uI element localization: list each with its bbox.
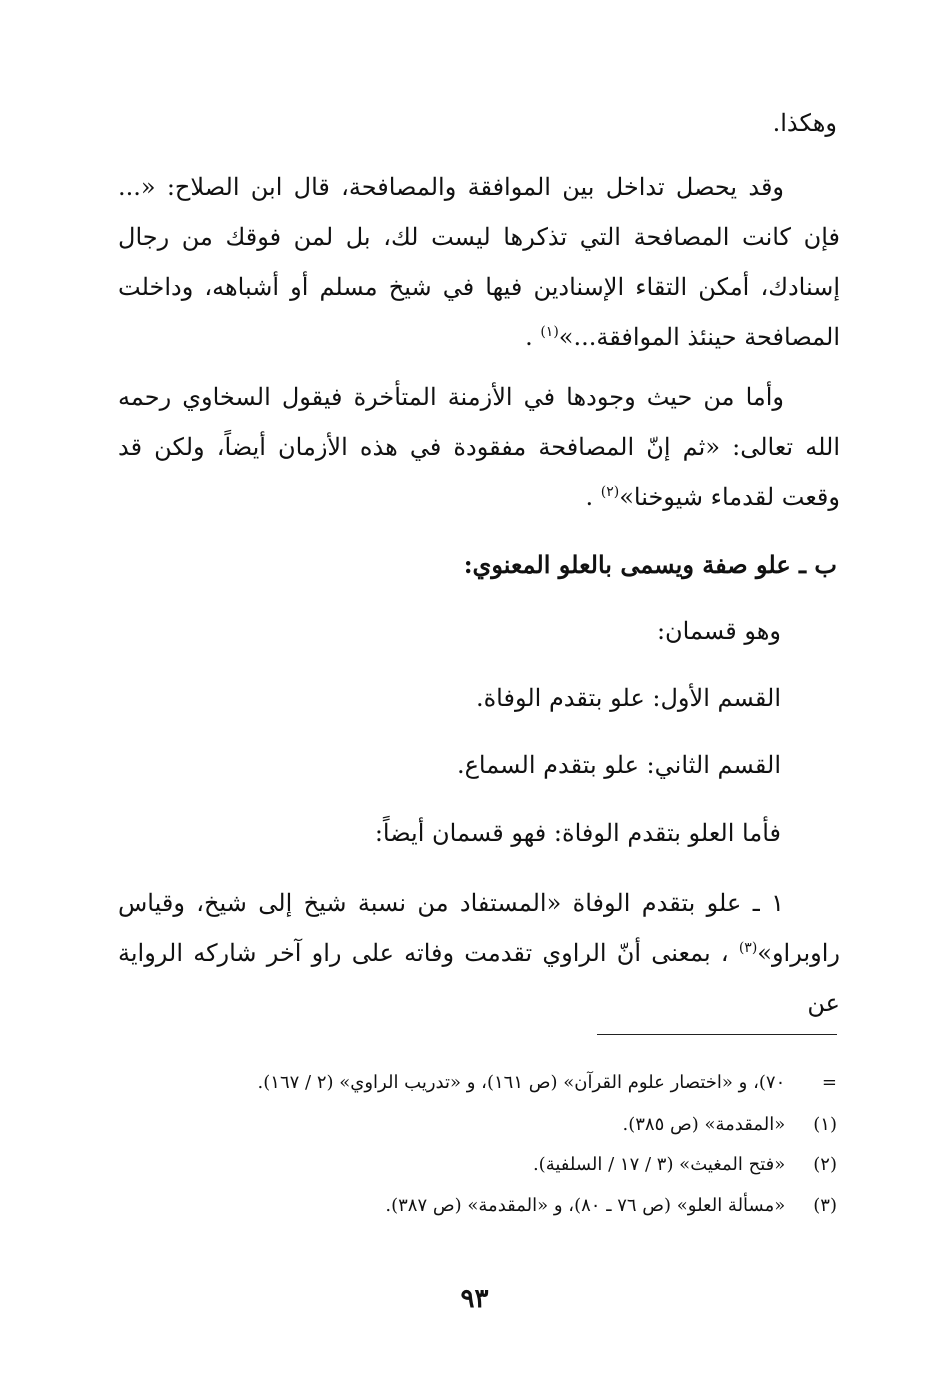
paragraph-overlap-text: وقد يحصل تداخل بين الموافقة والمصافحة، قال ابن الصلاح: «... فإن كانت المصافحة التي تذكرها ليست لك، بل لمن فوقك من رجال إسنادك، أمكن التقاء الإسنادين فيها في شيخ مسلم أو أشباهه، وداخلت المصافحة حينئذ الموافقة...» bbox=[118, 173, 840, 351]
paragraph-overlap-end: . bbox=[525, 323, 541, 351]
line-death-precedence bbox=[375, 808, 781, 858]
footnote-ref-3[interactable]: (٣) bbox=[738, 940, 758, 956]
footnote-2-text: «فتح المغيث» (٣ / ١٧ / السلفية). bbox=[532, 1154, 786, 1175]
line-first-type bbox=[476, 673, 781, 723]
footnote-1 bbox=[623, 1108, 838, 1142]
line-second-type bbox=[457, 740, 781, 790]
footnote-1-text: «المقدمة» (ص ٣٨٥). bbox=[622, 1114, 786, 1135]
line-second-type-text: القسم الثاني: علو بتقدم السماع. bbox=[456, 751, 781, 779]
paragraph-sakhawi-end: . bbox=[585, 483, 601, 511]
paragraph-sakhawi-text: وأما من حيث وجودها في الأزمنة المتأخرة فيقول السخاوي رحمه الله تعالى: «ثم إنّ المصافحة مفقودة في هذه الأزمان أيضاً، ولكن قد وقعت لقدماء شيوخنا» bbox=[118, 383, 840, 511]
footnote-3-number: (٣) bbox=[813, 1195, 837, 1216]
line-two-types bbox=[657, 606, 781, 656]
line-first-type-text: القسم الأول: علو بتقدم الوفاة. bbox=[475, 684, 781, 712]
page-number: ٩٣ bbox=[460, 1284, 489, 1314]
footnote-ref-2[interactable]: (٢) bbox=[600, 484, 620, 500]
footnote-continuation-mark: = bbox=[821, 1072, 837, 1093]
footnote-2 bbox=[533, 1148, 837, 1182]
paragraph-item-one-end: ، بمعنى أنّ الراوي تقدمت وفاته على راو آخر شاركه الرواية عن bbox=[118, 939, 840, 1017]
section-heading-text: ب ـ علو صفة ويسمى بالعلو المعنوي: bbox=[463, 550, 837, 579]
paragraph-sakhawi bbox=[118, 372, 840, 522]
footnote-1-number: (١) bbox=[813, 1114, 837, 1135]
paragraph-overlap bbox=[118, 162, 840, 362]
paragraph-hakadha-text: وهكذا. bbox=[772, 109, 837, 137]
footnote-continuation bbox=[258, 1066, 837, 1100]
footnote-continuation-text: ٧٠)، و «اختصار علوم القرآن» (ص ١٦١)، و «تدريب الراوي» (٢ / ١٦٧). bbox=[257, 1072, 786, 1093]
line-two-types-text: وهو قسمان: bbox=[656, 617, 781, 645]
section-heading bbox=[464, 540, 837, 590]
line-death-precedence-text: فأما العلو بتقدم الوفاة: فهو قسمان أيضاً: bbox=[374, 819, 781, 847]
footnote-3 bbox=[385, 1189, 837, 1223]
footnote-separator bbox=[597, 1034, 837, 1035]
paragraph-hakadha bbox=[773, 98, 837, 148]
footnote-2-number: (٢) bbox=[813, 1154, 837, 1175]
footnote-ref-1[interactable]: (١) bbox=[540, 324, 559, 340]
footnote-3-text: «مسألة العلو» (ص ٧٦ ـ ٨٠)، و «المقدمة» (ص ٣٨٧). bbox=[385, 1195, 786, 1216]
paragraph-item-one-text: ١ ـ علو بتقدم الوفاة «المستفاد من نسبة شيخ إلى شيخ، وقياس راوبراو» bbox=[118, 889, 840, 967]
paragraph-item-one bbox=[118, 878, 840, 1028]
